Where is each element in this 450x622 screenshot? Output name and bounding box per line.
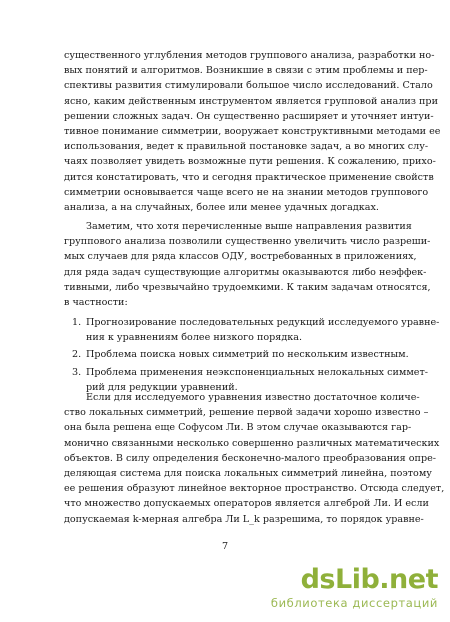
text-line: тивными, либо чрезвычайно трудоемкими. К таким задачам относятся,: [64, 281, 431, 293]
text-line: допускаемая k-мерная алгебра Ли L_k разрешима, то порядок уравне-: [64, 513, 424, 525]
text-line: Проблема применения неэкспоненциальных нелокальных симмет-: [86, 366, 429, 378]
paragraph-1: [64, 48, 441, 215]
list-number: 1.: [72, 317, 82, 328]
list-item: [72, 347, 409, 362]
text-line: группового анализа позволили существенно увеличить число разреши-: [64, 236, 431, 248]
text-line: решении сложных задач. Он существенно расширяет и уточняет интуи-: [64, 110, 434, 122]
text-line: спективы развития стимулировали большое число исследований. Стало: [64, 80, 433, 92]
watermark-subtitle: библиотека диссертаций: [270, 596, 438, 610]
text-line: в частности:: [64, 296, 128, 308]
list-number: 2.: [72, 349, 82, 361]
text-line: дится констатировать, что и сегодня практическое применение свойств: [64, 171, 434, 183]
list-item: [72, 315, 440, 345]
text-line: Проблема поиска новых симметрий по нескольким известным.: [86, 349, 409, 361]
paragraph-2: [64, 219, 431, 310]
text-line: тивное понимание симметрии, вооружает конструктивными методами ее: [64, 125, 441, 137]
watermark-logo[interactable]: dsLib.net: [300, 564, 438, 595]
page-number: 7: [221, 541, 229, 552]
text-line: Прогнозирование последовательных редукций исследуемого уравне-: [86, 317, 440, 328]
text-line: вых понятий и алгоритмов. Возникшие в связи с этим проблемы и пер-: [64, 65, 428, 77]
text-line: существенного углубления методов группового анализа, разработки но-: [64, 50, 435, 61]
text-line: использования, ведет к правильной постановке задач, а во многих слу-: [64, 141, 429, 153]
text-line: рий для редукции уравнений.: [86, 381, 238, 393]
text-line: ство локальных симметрий, решение первой задачи хорошо известно –: [64, 407, 429, 419]
text-line: ясно, каким действенным инструментом является групповой анализ при: [64, 95, 438, 107]
watermark[interactable]: [271, 566, 438, 610]
text-line: деляющая система для поиска локальных симметрий линейна, поэтому: [64, 467, 432, 479]
text-line: мых случаев для ряда классов ОДУ, востребованных в приложениях,: [64, 251, 417, 263]
text-line: она была решена еще Софусом Ли. В этом случае оказываются гар-: [64, 422, 412, 434]
text-line: ее решения образуют линейное векторное пространство. Отсюда следует,: [64, 483, 445, 495]
text-line: ния к уравнениям более низкого порядка.: [86, 332, 302, 344]
paragraph-3: [64, 390, 445, 527]
text-line: анализа, а на случайных, более или менее удачных догадках.: [64, 201, 379, 213]
text-line: объектов. В силу определения бесконечно-малого преобразования опре-: [64, 452, 437, 464]
numbered-list: [72, 315, 440, 397]
text-line: Если для исследуемого уравнения известно достаточное количе-: [86, 392, 420, 403]
text-line: симметрии основывается чаще всего не на знании методов группового: [64, 186, 429, 198]
text-line: для ряда задач существующие алгоритмы оказываются либо неэффек-: [64, 266, 427, 278]
text-line: чаях позволяет увидеть возможные пути решения. К сожалению, прихо-: [64, 156, 436, 168]
text-line: Заметим, что хотя перечисленные выше направления развития: [86, 221, 412, 232]
list-number: 3.: [72, 366, 82, 378]
text-line: что множество допускаемых операторов является алгеброй Ли. И если: [64, 498, 429, 510]
text-line: монично связанными несколько совершенно различных математических: [64, 437, 440, 449]
